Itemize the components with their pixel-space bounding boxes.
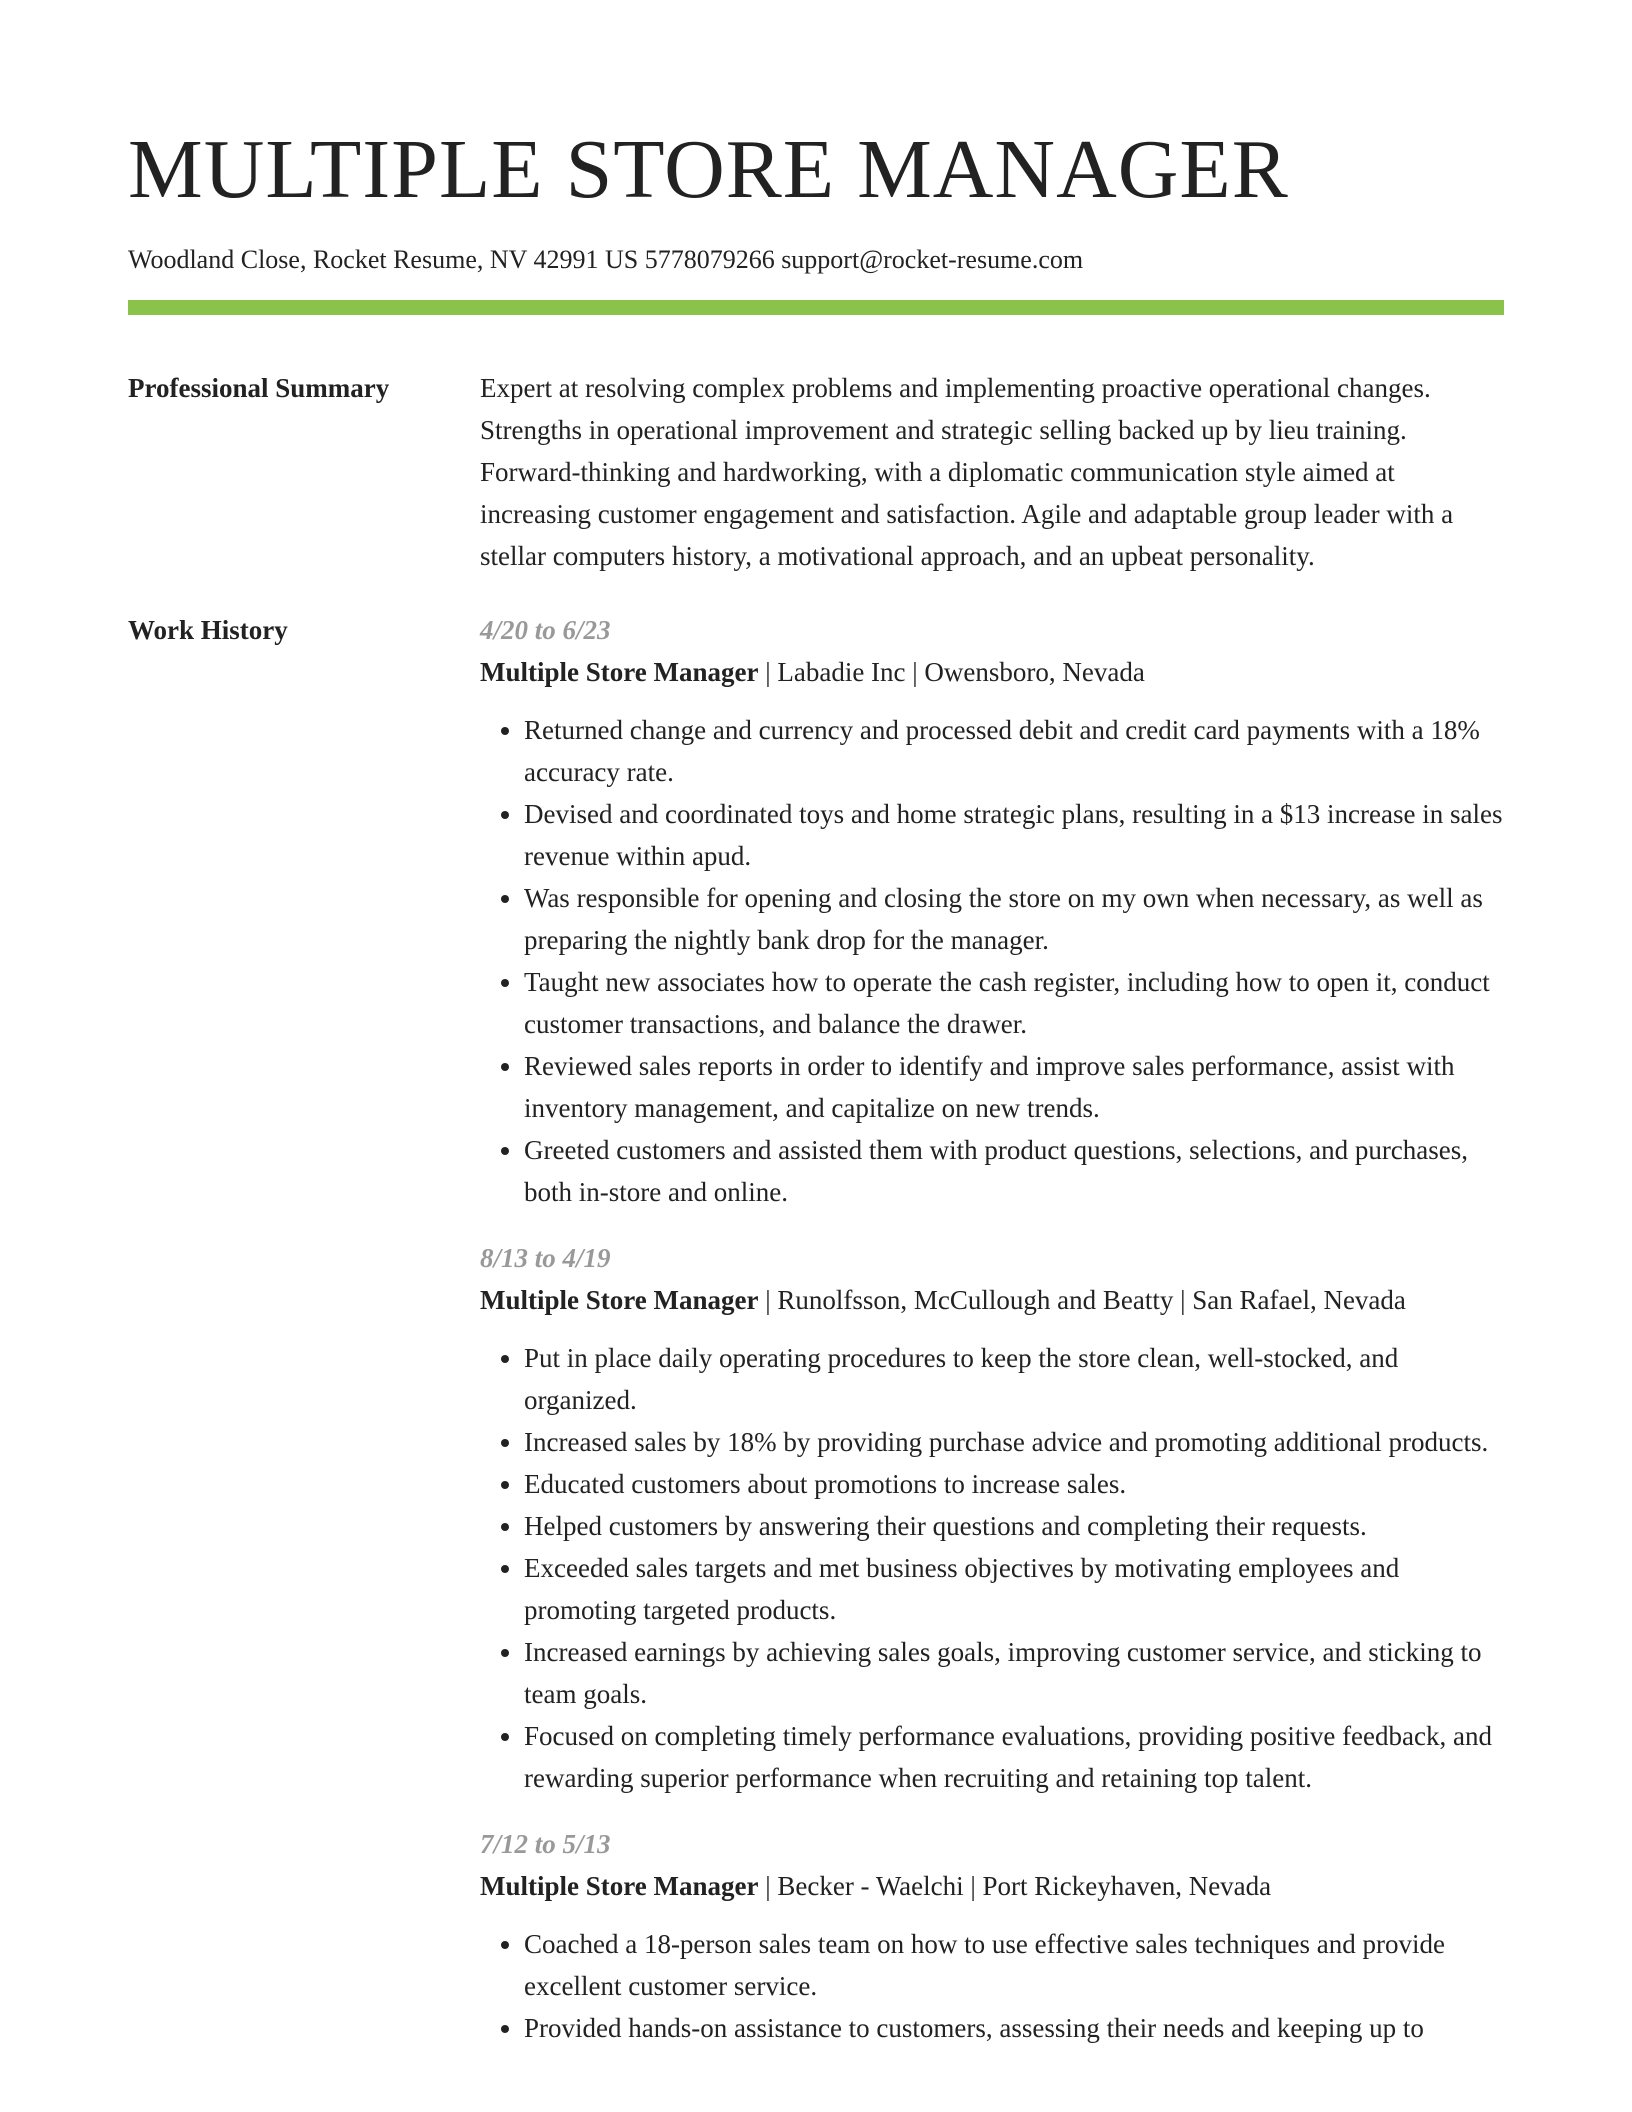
duty-item: • Reviewed sales reports in order to identify and improve sales performance, assist with inventory management, and capitalize on new trends. — [524, 1045, 1504, 1129]
duty-item: • Focused on completing timely performance evaluations, providing positive feedback, and rewarding superior performance when recruiting and retaining top talent. — [524, 1715, 1504, 1799]
job-dates: 7/12 to 5/13 — [480, 1829, 611, 1859]
duty-item: • Exceeded sales targets and met business objectives by motivating employees and promoting targeted products. — [524, 1547, 1504, 1631]
job-dates: 8/13 to 4/19 — [480, 1243, 611, 1273]
job-title: Multiple Store Manager — [480, 1871, 759, 1901]
summary-text: Expert at resolving complex problems and implementing proactive operational changes. Strengths in operational improvement and strategic selling backed up by lieu training. Forward-thinking and hardworking, with a diplomatic communication style aimed at increasing customer engagement and satisfaction. Agile and adaptable group leader with a stellar computers history, a motivational approach, and an upbeat personality. — [480, 373, 1454, 571]
contact-address: Woodland Close, Rocket Resume, NV 42991 US — [128, 245, 639, 274]
job-dates: 4/20 to 6/23 — [480, 615, 611, 645]
work-history-body — [480, 609, 1504, 2049]
section-label-summary: Professional Summary — [128, 373, 390, 403]
duty-item: • Helped customers by answering their questions and completing their requests. — [524, 1505, 1504, 1547]
resume-page — [128, 0, 1504, 2049]
duty-item: • Put in place daily operating procedures to keep the store clean, well-stocked, and organized. — [524, 1337, 1504, 1421]
duty-item: • Was responsible for opening and closing the store on my own when necessary, as well as preparing the nightly bank drop for the manager. — [524, 877, 1504, 961]
duty-item: • Greeted customers and assisted them with product questions, selections, and purchases, both in-store and online. — [524, 1129, 1504, 1213]
duty-item: • Provided hands-on assistance to customers, assessing their needs and keeping up to — [524, 2007, 1504, 2049]
job-title-line — [480, 651, 1504, 693]
professional-summary-section — [128, 367, 1504, 577]
job-entry — [480, 1823, 1504, 2049]
duty-item: • Devised and coordinated toys and home strategic plans, resulting in a $13 increase in sales revenue within apud. — [524, 793, 1504, 877]
duties-list — [480, 1923, 1504, 2049]
resume-name-heading: MULTIPLE STORE MANAGER — [128, 123, 1289, 216]
job-title-line — [480, 1865, 1504, 1907]
job-company-location: | Labadie Inc | Owensboro, Nevada — [758, 657, 1145, 687]
job-title: Multiple Store Manager — [480, 657, 759, 687]
duty-item: • Returned change and currency and processed debit and credit card payments with a 18% accuracy rate. — [524, 709, 1504, 793]
duty-item: • Increased sales by 18% by providing purchase advice and promoting additional products. — [524, 1421, 1504, 1463]
job-title-line — [480, 1279, 1504, 1321]
duties-list — [480, 709, 1504, 1213]
header-divider — [128, 300, 1504, 315]
contact-phone: 5778079266 — [644, 245, 775, 274]
job-entry — [480, 1237, 1504, 1799]
job-title: Multiple Store Manager — [480, 1285, 759, 1315]
section-label-work-history: Work History — [128, 615, 288, 645]
duty-item: • Taught new associates how to operate the cash register, including how to open it, conduct customer transactions, and balance the drawer. — [524, 961, 1504, 1045]
duty-item: • Increased earnings by achieving sales goals, improving customer service, and sticking to team goals. — [524, 1631, 1504, 1715]
duties-list — [480, 1337, 1504, 1799]
work-history-section — [128, 609, 1504, 2049]
contact-email: support@rocket-resume.com — [781, 245, 1084, 274]
contact-line — [128, 244, 1504, 276]
job-company-location: | Becker - Waelchi | Port Rickeyhaven, Nevada — [758, 1871, 1272, 1901]
duty-item: • Educated customers about promotions to increase sales. — [524, 1463, 1504, 1505]
duty-item: • Coached a 18-person sales team on how to use effective sales techniques and provide excellent customer service. — [524, 1923, 1504, 2007]
job-company-location: | Runolfsson, McCullough and Beatty | San Rafael, Nevada — [758, 1285, 1406, 1315]
job-entry — [480, 609, 1504, 1213]
